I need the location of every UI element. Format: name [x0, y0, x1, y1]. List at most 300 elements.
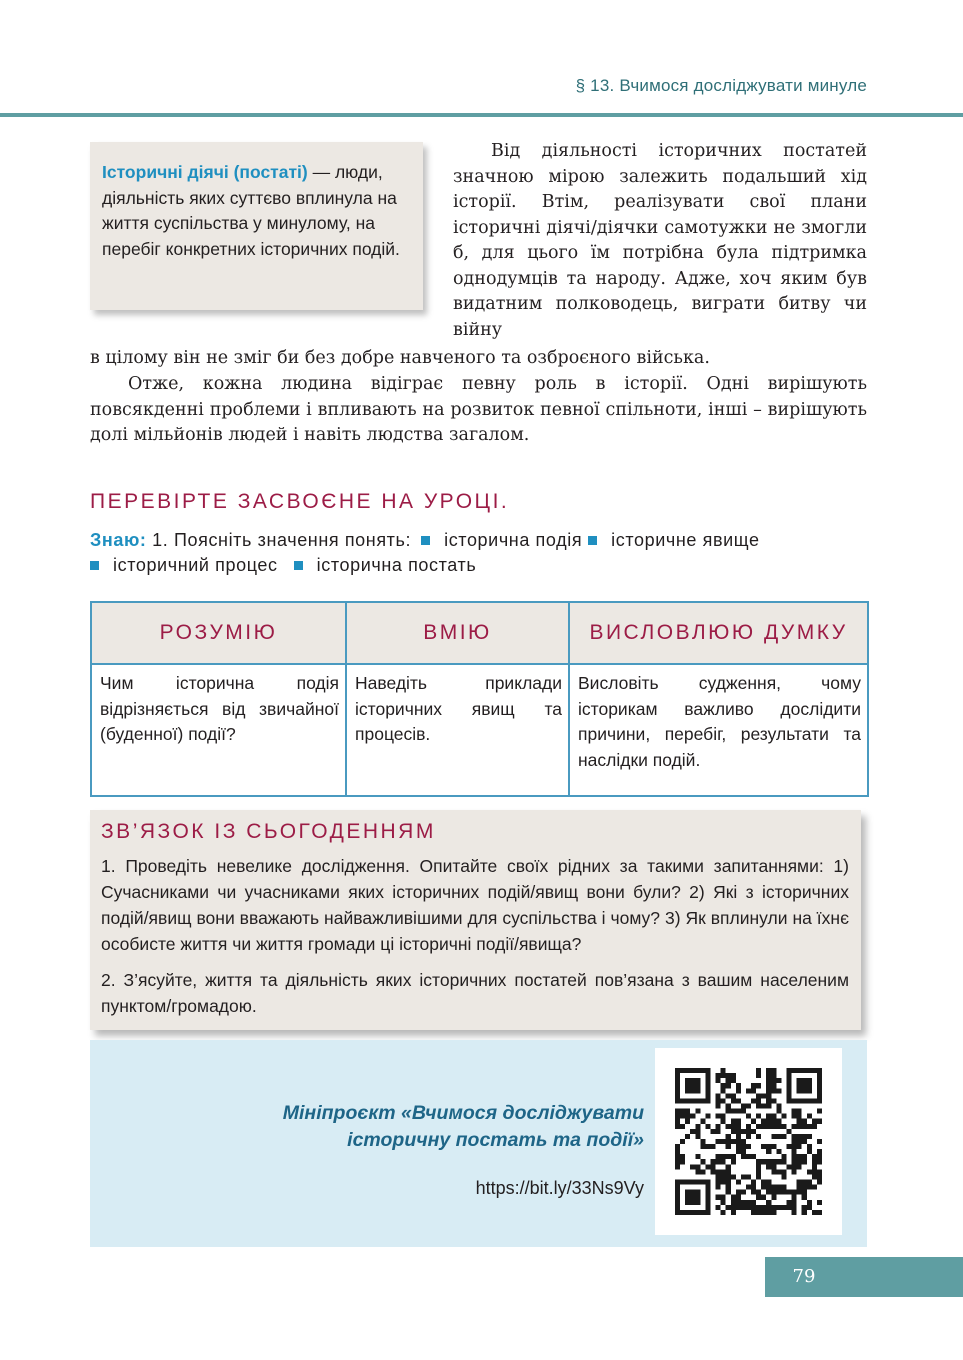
qr-module [675, 1078, 680, 1083]
qr-module [756, 1093, 761, 1098]
qr-module [802, 1098, 807, 1103]
qr-module [675, 1180, 680, 1185]
qr-module [807, 1149, 812, 1154]
qr-module [776, 1169, 781, 1174]
qr-module [817, 1083, 822, 1088]
qr-module [792, 1134, 797, 1139]
qr-module [675, 1144, 680, 1149]
qr-module [817, 1109, 822, 1114]
table-row [91, 664, 868, 796]
qr-module [731, 1129, 736, 1134]
qr-module [812, 1185, 817, 1190]
qr-module [756, 1174, 761, 1179]
qr-module [781, 1185, 786, 1190]
qr-module [690, 1114, 695, 1119]
qr-module [756, 1083, 761, 1088]
qr-module [817, 1078, 822, 1083]
qr-module [802, 1078, 807, 1083]
qr-module [787, 1164, 792, 1169]
qr-module [797, 1139, 802, 1144]
qr-module [721, 1088, 726, 1093]
qr-module [776, 1119, 781, 1124]
qr-module [736, 1109, 741, 1114]
qr-module [731, 1210, 736, 1215]
qr-module [685, 1134, 690, 1139]
qr-module [736, 1098, 741, 1103]
qr-module [812, 1159, 817, 1164]
qr-module [685, 1119, 690, 1124]
review-section-title: ПЕРЕВІРТЕ ЗАСВОЄНЕ НА УРОЦІ. [90, 490, 510, 513]
qr-module [771, 1144, 776, 1149]
qr-module [695, 1195, 700, 1200]
qr-module [776, 1109, 781, 1114]
qr-module [675, 1088, 680, 1093]
qr-module [771, 1078, 776, 1083]
qr-module [690, 1088, 695, 1093]
qr-module [817, 1159, 822, 1164]
qr-module [721, 1098, 726, 1103]
qr-module [726, 1164, 731, 1169]
qr-module [761, 1159, 766, 1164]
qr-module [736, 1139, 741, 1144]
qr-module [781, 1159, 786, 1164]
qr-module [726, 1103, 731, 1108]
qr-module [721, 1119, 726, 1124]
qr-module [761, 1205, 766, 1210]
qr-module [817, 1210, 822, 1215]
qr-module [741, 1103, 746, 1108]
qr-module [741, 1149, 746, 1154]
qr-module [721, 1169, 726, 1174]
qr-module [771, 1159, 776, 1164]
qr-module [685, 1190, 690, 1195]
qr-module [787, 1093, 792, 1098]
qr-module [695, 1190, 700, 1195]
qr-module [716, 1078, 721, 1083]
qr-module [675, 1073, 680, 1078]
qr-module [817, 1098, 822, 1103]
qr-module [685, 1210, 690, 1215]
qr-module [817, 1174, 822, 1179]
qr-module [797, 1134, 802, 1139]
qr-module [792, 1068, 797, 1073]
qr-module [675, 1195, 680, 1200]
running-head: § 13. Вчимося досліджувати минуле [575, 76, 867, 95]
qr-module [766, 1083, 771, 1088]
miniproject-title-line-2: історичну постать та події» [347, 1129, 644, 1151]
qr-module [695, 1164, 700, 1169]
qr-module [807, 1205, 812, 1210]
miniproject-title-line-1: Мініпроєкт «Вчимося досліджувати [282, 1102, 644, 1124]
qr-module [721, 1180, 726, 1185]
qr-module [726, 1144, 731, 1149]
qr-module [726, 1078, 731, 1083]
qr-module [776, 1078, 781, 1083]
qr-module [792, 1205, 797, 1210]
qr-module [802, 1119, 807, 1124]
connection-box [90, 810, 861, 1030]
qr-module [817, 1088, 822, 1093]
qr-module [756, 1210, 761, 1215]
qr-module [721, 1068, 726, 1073]
qr-module [797, 1190, 802, 1195]
qr-module [675, 1068, 680, 1073]
qr-module [817, 1093, 822, 1098]
qr-module [726, 1185, 731, 1190]
qr-module [787, 1083, 792, 1088]
qr-module [705, 1073, 710, 1078]
qr-module [700, 1119, 705, 1124]
qr-module [695, 1124, 700, 1129]
qr-module [802, 1205, 807, 1210]
table-cell-can-do: Наведіть приклади історичних явищ та процесів. [346, 664, 569, 796]
connection-task-1: 1. Проведіть невелике дослідження. Опитайте своїх рідних за такими запитаннями: 1) Сучасниками чи учасниками яких історичних подій/явищ вони були? 2) Які з історичних подій/явищ вони вважають найважливішими для суспільства і чому? 3) Як вплинули на їхнє особисте життя чи життя громади ці історичні події/явища? [101, 856, 849, 954]
qr-module [766, 1114, 771, 1119]
qr-module [766, 1088, 771, 1093]
qr-module [781, 1124, 786, 1129]
qr-module [787, 1078, 792, 1083]
qr-module [690, 1164, 695, 1169]
qr-module [700, 1139, 705, 1144]
qr-module [761, 1103, 766, 1108]
table-cell-express-opinion: Висловіть судження, чому історикам важливо дослідити причини, перебіг, результати та наслідки подій. [569, 664, 868, 796]
qr-module [741, 1109, 746, 1114]
qr-module [781, 1205, 786, 1210]
qr-module [690, 1083, 695, 1088]
qr-module [741, 1205, 746, 1210]
qr-module [802, 1154, 807, 1159]
qr-module [812, 1164, 817, 1169]
qr-module [797, 1159, 802, 1164]
qr-module [695, 1068, 700, 1073]
qr-module [756, 1073, 761, 1078]
qr-module [685, 1180, 690, 1185]
definition-term: Історичні діячі (постаті) [102, 162, 308, 182]
qr-module [716, 1073, 721, 1078]
qr-module [797, 1078, 802, 1083]
definition-text: — люди, діяльність яких суттєво вплинула на життя суспільства у минулому, на перебіг конкретних історичних подій. [102, 162, 400, 259]
qr-module [705, 1078, 710, 1083]
qr-module [726, 1180, 731, 1185]
page-number-tab [765, 1257, 963, 1297]
qr-module [792, 1114, 797, 1119]
qr-module [766, 1185, 771, 1190]
qr-module [766, 1119, 771, 1124]
qr-module [771, 1134, 776, 1139]
qr-module [726, 1124, 731, 1129]
qr-module [731, 1205, 736, 1210]
qr-module [807, 1124, 812, 1129]
qr-module [781, 1154, 786, 1159]
qr-module [721, 1073, 726, 1078]
qr-module [675, 1200, 680, 1205]
qr-module [761, 1185, 766, 1190]
qr-module [771, 1088, 776, 1093]
qr-module [700, 1180, 705, 1185]
qr-module [751, 1083, 756, 1088]
qr-module [756, 1098, 761, 1103]
qr-module [705, 1088, 710, 1093]
qr-module [746, 1205, 751, 1210]
qr-module [812, 1210, 817, 1215]
qr-module [680, 1180, 685, 1185]
qr-module [716, 1114, 721, 1119]
qr-module [751, 1205, 756, 1210]
qr-module [761, 1119, 766, 1124]
qr-module [726, 1109, 731, 1114]
qr-module [792, 1190, 797, 1195]
qr-module [771, 1185, 776, 1190]
qr-module [690, 1098, 695, 1103]
qr-module [756, 1169, 761, 1174]
qr-module [710, 1129, 715, 1134]
qr-module [792, 1139, 797, 1144]
qr-module [675, 1149, 680, 1154]
table-cell-understand: Чим історична подія відрізняється від звичайної (буденної) події? [91, 664, 346, 796]
qr-module [802, 1124, 807, 1129]
concept-item: історична подія [444, 530, 583, 550]
column-header-understand: РОЗУМІЮ [91, 602, 346, 664]
qr-module [817, 1200, 822, 1205]
qr-module [766, 1124, 771, 1129]
qr-module [731, 1154, 736, 1159]
bullet-marker [421, 536, 430, 545]
qr-module [797, 1098, 802, 1103]
qr-module [685, 1109, 690, 1114]
qr-module [792, 1159, 797, 1164]
qr-module [756, 1159, 761, 1164]
qr-module [792, 1169, 797, 1174]
qr-module [807, 1134, 812, 1139]
qr-module [746, 1174, 751, 1179]
column-header-express-opinion: ВИСЛОВЛЮЮ ДУМКУ [569, 602, 868, 664]
qr-module [700, 1169, 705, 1174]
qr-module [812, 1068, 817, 1073]
qr-module [736, 1190, 741, 1195]
qr-module [685, 1088, 690, 1093]
qr-module [690, 1068, 695, 1073]
qr-module [756, 1068, 761, 1073]
qr-module [716, 1093, 721, 1098]
qr-module [731, 1078, 736, 1083]
miniproject-box [90, 1040, 867, 1247]
qr-module [771, 1083, 776, 1088]
qr-module [726, 1174, 731, 1179]
qr-module [746, 1114, 751, 1119]
qr-module [721, 1083, 726, 1088]
qr-module [705, 1205, 710, 1210]
qr-module [817, 1154, 822, 1159]
qr-module [710, 1159, 715, 1164]
qr-module [705, 1093, 710, 1098]
qr-module [751, 1088, 756, 1093]
qr-module [695, 1210, 700, 1215]
qr-module [761, 1144, 766, 1149]
qr-module [726, 1205, 731, 1210]
qr-module [746, 1129, 751, 1134]
qr-module [797, 1180, 802, 1185]
qr-module [751, 1185, 756, 1190]
qr-module [726, 1154, 731, 1159]
qr-module [726, 1139, 731, 1144]
qr-module [751, 1154, 756, 1159]
qr-module [776, 1134, 781, 1139]
qr-module [817, 1068, 822, 1073]
qr-module [776, 1190, 781, 1195]
tasks-table-header-row [91, 602, 868, 664]
qr-module [700, 1159, 705, 1164]
qr-module [675, 1083, 680, 1088]
qr-module [802, 1134, 807, 1139]
qr-module [766, 1190, 771, 1195]
qr-module [766, 1159, 771, 1164]
qr-module [771, 1164, 776, 1169]
qr-module [690, 1190, 695, 1195]
qr-module [787, 1088, 792, 1093]
qr-module [695, 1169, 700, 1174]
qr-module [736, 1200, 741, 1205]
qr-module [716, 1195, 721, 1200]
qr-module [776, 1103, 781, 1108]
qr-module [756, 1103, 761, 1108]
qr-module [802, 1195, 807, 1200]
qr-module [705, 1124, 710, 1129]
know-label: Знаю: [90, 530, 147, 550]
qr-module [797, 1088, 802, 1093]
qr-module [756, 1114, 761, 1119]
qr-module [700, 1210, 705, 1215]
qr-module [716, 1180, 721, 1185]
qr-module [781, 1169, 786, 1174]
qr-module [781, 1190, 786, 1195]
qr-module [792, 1195, 797, 1200]
qr-module [741, 1154, 746, 1159]
qr-module [776, 1124, 781, 1129]
qr-module [756, 1164, 761, 1169]
qr-module [741, 1174, 746, 1179]
qr-module [766, 1144, 771, 1149]
qr-module [695, 1180, 700, 1185]
qr-module [766, 1149, 771, 1154]
qr-module [716, 1124, 721, 1129]
qr-module [675, 1164, 680, 1169]
qr-module [812, 1169, 817, 1174]
qr-module [695, 1109, 700, 1114]
qr-module [721, 1159, 726, 1164]
qr-module [766, 1093, 771, 1098]
qr-module [771, 1073, 776, 1078]
miniproject-link[interactable]: https://bit.ly/33Ns9Vy [475, 1178, 644, 1198]
qr-module [771, 1119, 776, 1124]
qr-module [675, 1093, 680, 1098]
qr-module [746, 1103, 751, 1108]
qr-module [721, 1139, 726, 1144]
qr-module [721, 1154, 726, 1159]
column-header-can-do: ВМІЮ [346, 602, 569, 664]
qr-code[interactable] [655, 1048, 842, 1235]
qr-module [776, 1205, 781, 1210]
qr-module [787, 1205, 792, 1210]
qr-module [680, 1124, 685, 1129]
qr-module [726, 1134, 731, 1139]
qr-module [766, 1068, 771, 1073]
qr-module [736, 1124, 741, 1129]
qr-module [741, 1190, 746, 1195]
qr-module [705, 1195, 710, 1200]
qr-module [787, 1068, 792, 1073]
qr-module [736, 1144, 741, 1149]
qr-module [802, 1083, 807, 1088]
qr-module [802, 1180, 807, 1185]
miniproject-title [214, 1100, 644, 1154]
qr-module [797, 1164, 802, 1169]
qr-module [807, 1169, 812, 1174]
bullet-marker [588, 536, 597, 545]
body-paragraph-1: Від діяльності історичних постатей значною мірою залежить подальший хід історії. Втім, реалізувати свої плани історичні діячі/діячки самотужки не змогли б, для цього їм потрібна була підтримка однодумців та народу. Адже, хоч яким був видатним полководець, виграти битву чи війну [453, 141, 867, 340]
qr-module [705, 1068, 710, 1073]
header-rule [0, 113, 963, 117]
qr-module [751, 1129, 756, 1134]
qr-module [817, 1149, 822, 1154]
connection-title: ЗВ’ЯЗОК ІЗ СЬОГОДЕННЯМ [101, 820, 436, 843]
qr-module [705, 1190, 710, 1195]
qr-module [807, 1068, 812, 1073]
qr-module [761, 1180, 766, 1185]
qr-module [695, 1134, 700, 1139]
qr-module [771, 1195, 776, 1200]
qr-module [751, 1098, 756, 1103]
qr-module [802, 1185, 807, 1190]
qr-module [812, 1154, 817, 1159]
qr-module [771, 1098, 776, 1103]
qr-module [751, 1119, 756, 1124]
qr-module [766, 1098, 771, 1103]
qr-module [797, 1083, 802, 1088]
qr-module [675, 1190, 680, 1195]
qr-module [746, 1185, 751, 1190]
qr-module [731, 1139, 736, 1144]
qr-module [766, 1073, 771, 1078]
qr-module [736, 1180, 741, 1185]
qr-module [807, 1088, 812, 1093]
qr-module [771, 1205, 776, 1210]
qr-module [731, 1195, 736, 1200]
qr-module [761, 1124, 766, 1129]
qr-module [797, 1109, 802, 1114]
qr-module [695, 1200, 700, 1205]
qr-module [761, 1093, 766, 1098]
qr-module [726, 1169, 731, 1174]
qr-module [690, 1078, 695, 1083]
qr-module [776, 1185, 781, 1190]
qr-module [807, 1078, 812, 1083]
qr-module [812, 1124, 817, 1129]
qr-module [797, 1068, 802, 1073]
qr-module [695, 1088, 700, 1093]
qr-module [710, 1164, 715, 1169]
qr-module [792, 1210, 797, 1215]
qr-module [812, 1119, 817, 1124]
qr-module [736, 1119, 741, 1124]
qr-module [746, 1124, 751, 1129]
qr-module [751, 1180, 756, 1185]
qr-module [797, 1119, 802, 1124]
qr-module [797, 1114, 802, 1119]
qr-module [685, 1195, 690, 1200]
qr-module [746, 1144, 751, 1149]
qr-module [746, 1154, 751, 1159]
qr-module [675, 1119, 680, 1124]
